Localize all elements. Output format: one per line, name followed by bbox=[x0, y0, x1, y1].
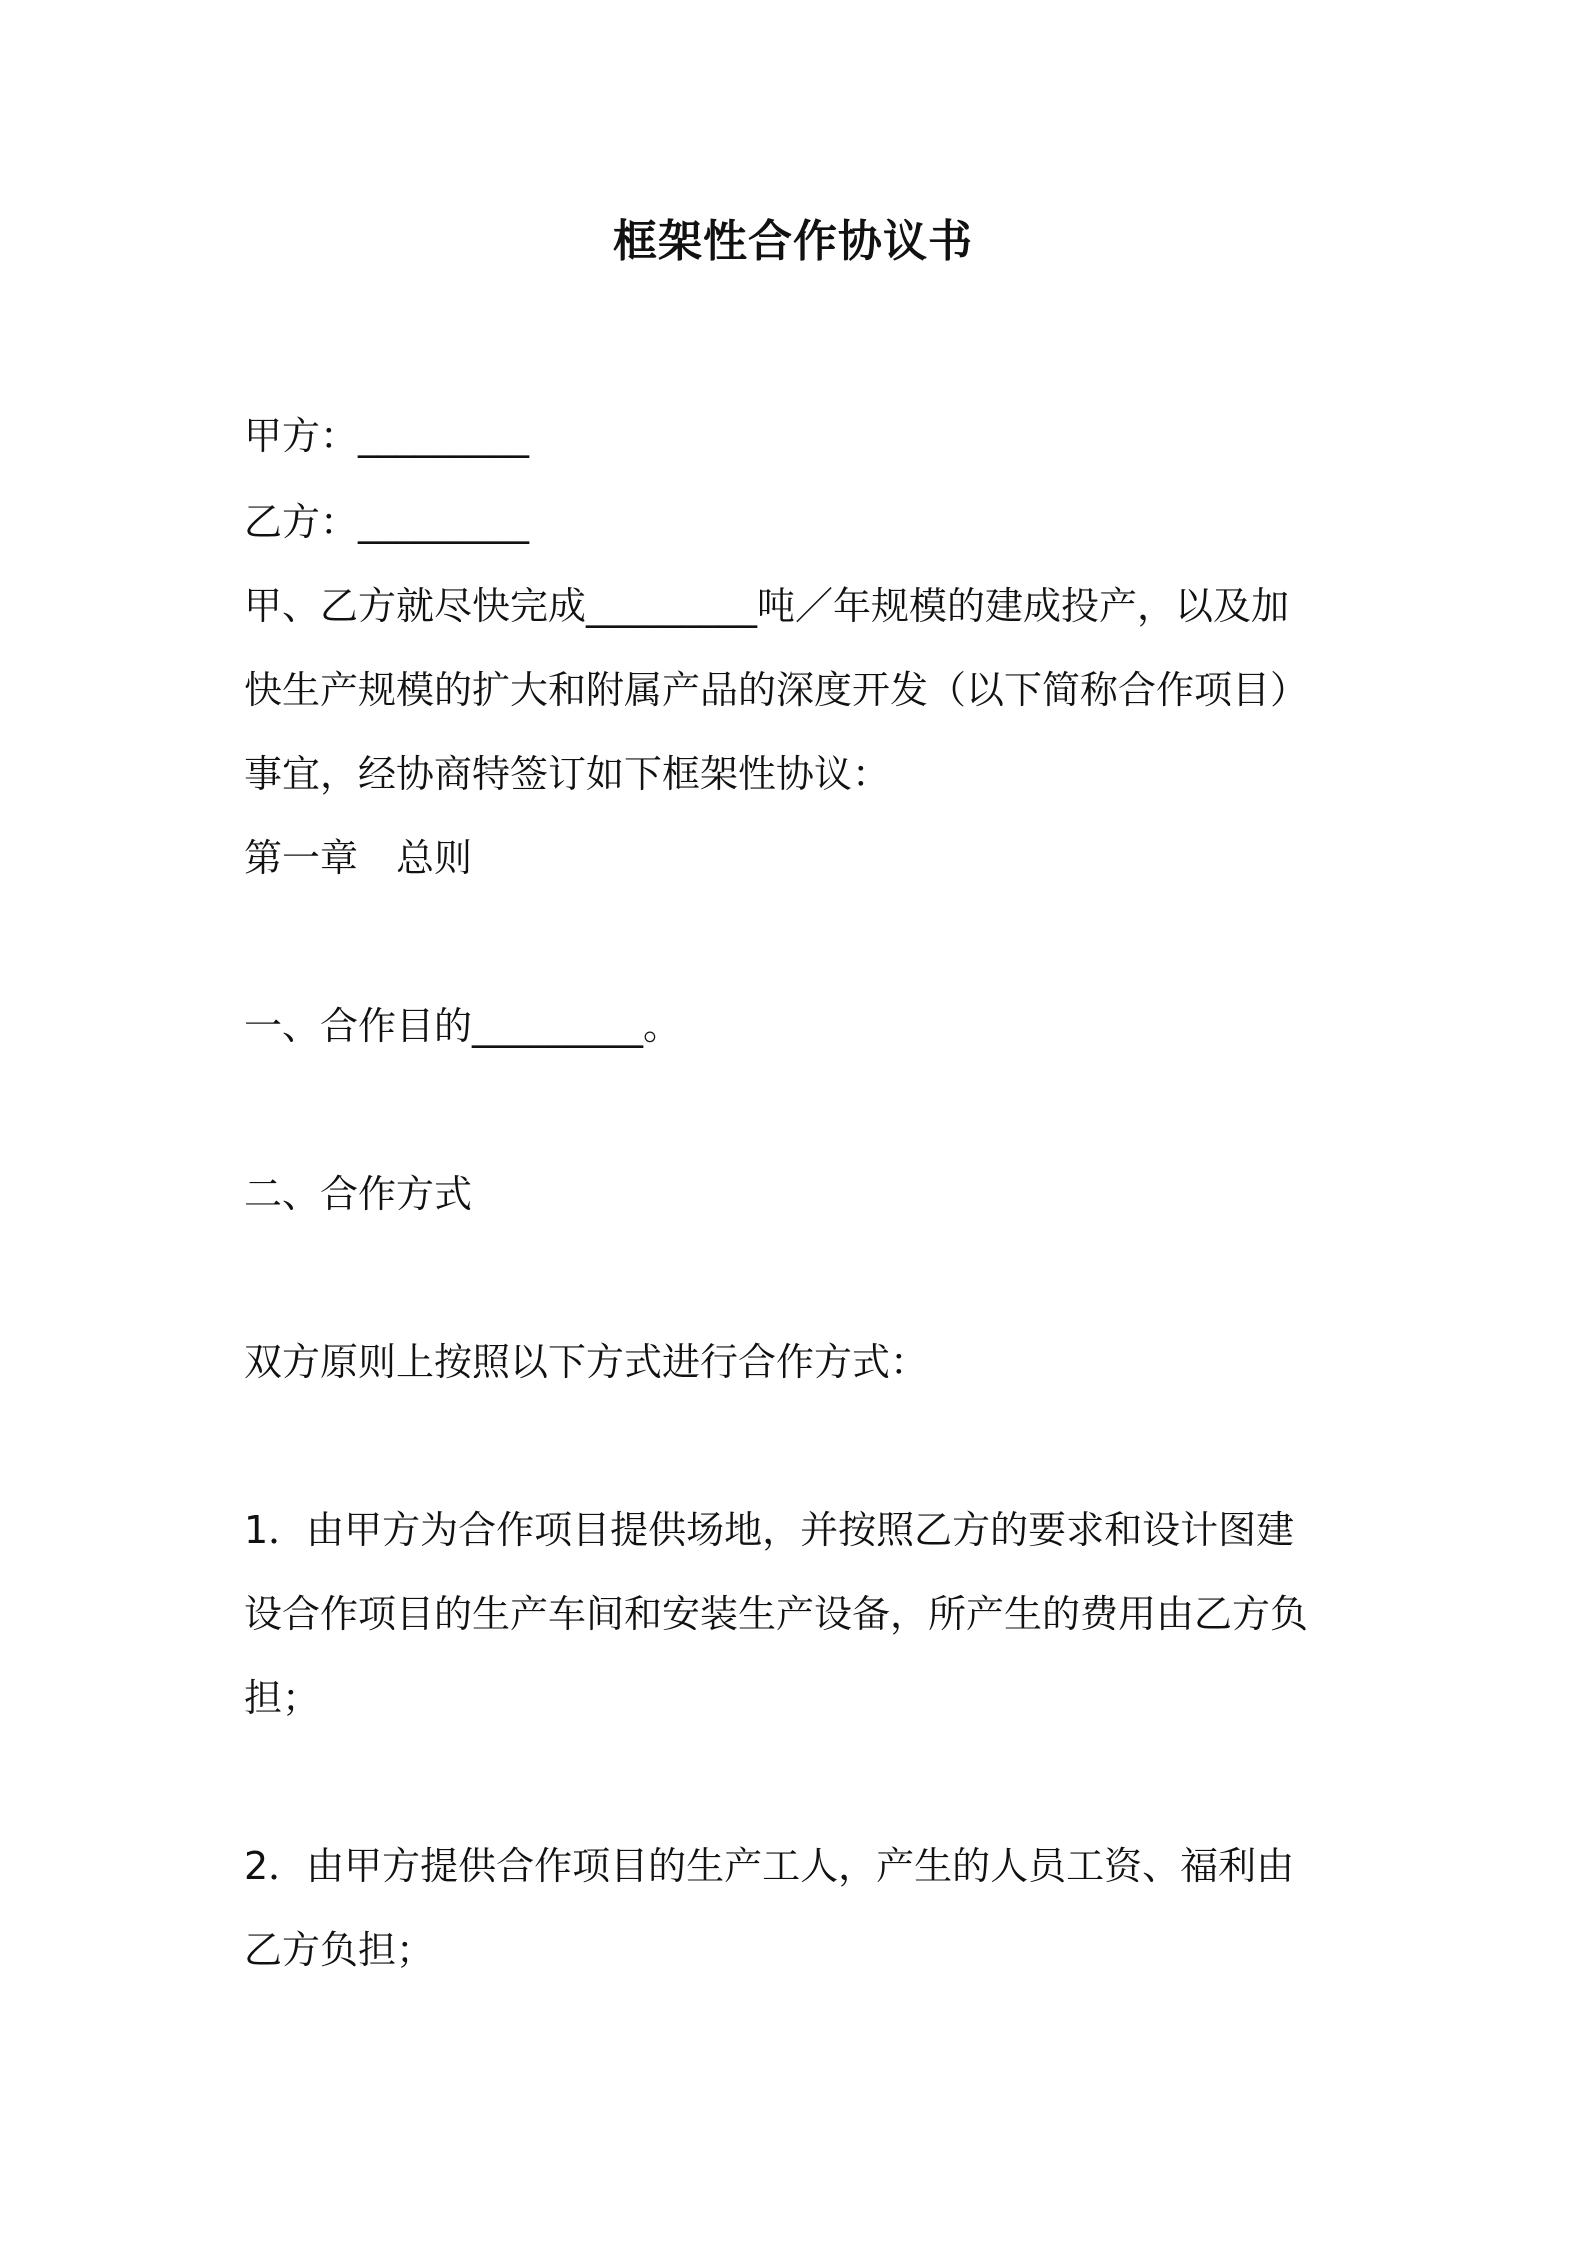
party-b-line: 乙方：_________ bbox=[244, 500, 530, 544]
preamble-line-3: 事宜，经协商特签订如下框架性协议： bbox=[244, 752, 891, 796]
chapter-heading: 第一章 总则 bbox=[244, 836, 473, 880]
section-2-heading: 二、合作方式 bbox=[244, 1172, 473, 1216]
clause-1-line-2: 设合作项目的生产车间和安装生产设备，所产生的费用由乙方负 bbox=[244, 1592, 1309, 1636]
clause-1-line-3: 担； bbox=[244, 1676, 321, 1720]
clause-2-line-2: 乙方负担； bbox=[244, 1928, 435, 1972]
document-title: 框架性合作协议书 bbox=[613, 216, 973, 267]
preamble-line-2: 快生产规模的扩大和附属产品的深度开发（以下简称合作项目） bbox=[244, 668, 1309, 712]
clause-1-line-1: 1．由甲方为合作项目提供场地，并按照乙方的要求和设计图建 bbox=[244, 1508, 1295, 1552]
clause-2-line-1: 2．由甲方提供合作项目的生产工人，产生的人员工资、福利由 bbox=[244, 1844, 1295, 1888]
preamble-line-1: 甲、乙方就尽快完成_________吨／年规模的建成投产，以及加 bbox=[244, 584, 1290, 628]
party-a-line: 甲方：_________ bbox=[244, 414, 530, 458]
section-2-intro: 双方原则上按照以下方式进行合作方式： bbox=[244, 1340, 929, 1384]
section-1-heading: 一、合作目的_________。 bbox=[244, 1004, 682, 1048]
